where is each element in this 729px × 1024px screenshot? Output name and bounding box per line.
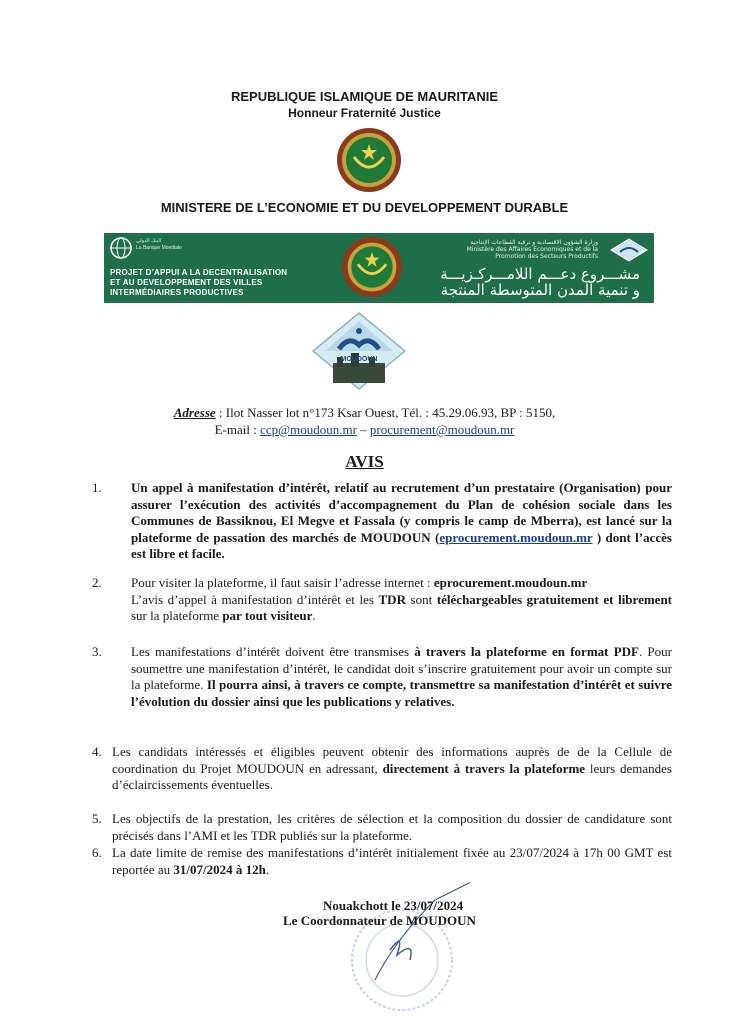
notice-item-1 (92, 480, 672, 563)
item-2-text-5: . (312, 608, 316, 623)
moudoun-logo-icon (311, 311, 407, 395)
item-4-text-2: leurs demandes d’éclaircissements éventuelles. (112, 760, 672, 792)
item-2-text-3: sont (405, 591, 437, 607)
item-3-text-2: . Pour soumettre une manifestation d’intérêt, le candidat doit s’inscrire gratuitement pour avoir un compte sur la plateforme. (131, 644, 672, 692)
project-arabic-title (390, 266, 640, 298)
ministry-affairs-fr-line2: Promotion des Secteurs Productifs (495, 253, 598, 260)
email-link-procurement[interactable]: procurement@moudoun.mr (369, 422, 515, 437)
signature-place-date: Nouakchott le 23/07/2024 (323, 898, 464, 913)
item-3-platform-pdf: à travers la plateforme en format PDF (414, 644, 639, 659)
item-6-new-deadline: 31/07/2024 à 12h (173, 861, 266, 877)
item-3-text: Les manifestations d’intérêt doivent être transmises (131, 644, 415, 659)
item-6-text-2: . (265, 861, 270, 877)
project-name (110, 268, 287, 298)
project-arabic-line2: و تنمية المدن المتوسطة المنتجة (440, 281, 640, 299)
item-number: 3. (92, 644, 102, 659)
ministry-affairs-label (398, 239, 598, 260)
item-1-text: Un appel à manifestation d’intérêt, relatif au recrutement d’un prestataire (Organisation) pour assurer l’exécution des activités d’accompagnement du Plan de cohésion sociale dans les Communes de Bassiknou, El Megve et Fassala (y compris le camp de Mberra), est lancé sur la plateforme de passation des marchés de MOUDOUN ( (131, 480, 672, 545)
contact-address (0, 404, 729, 438)
project-name-line2: ET AU DEVELOPPEMENT DES VILLES (110, 278, 263, 287)
item-2-text-2: L’avis d’appel à manifestation d’intérêt et les (131, 591, 379, 607)
item-number: 5. (92, 811, 102, 826)
signature-role: Le Coordonnateur de MOUDOUN (283, 913, 476, 928)
item-1-text-end: ) dont l’accès est libre et facile. (131, 529, 672, 561)
item-2-text-4: sur la plateforme (131, 608, 223, 623)
world-bank-globe-icon (110, 237, 132, 259)
country-heading: REPUBLIQUE ISLAMIQUE DE MAURITANIE (231, 89, 498, 104)
world-bank-name: La Banque Mondiale (136, 245, 182, 251)
item-4-text: Les candidats intéressés et éligibles peuvent obtenir des informations auprès de de la Cellule de coordination du Projet MOUDOUN en adressant, (112, 744, 672, 776)
moudoun-logo-text: MOUDOUN (340, 356, 378, 363)
item-2-tdr: TDR (378, 591, 406, 607)
ministry-heading: MINISTERE DE L’ECONOMIE ET DU DEVELOPPEMENT DURABLE (160, 200, 569, 215)
item-3-account: Il pourra ainsi, à travers ce compte, transmettre sa manifestation d’intérêt et suivre l’évolution du dossier ainsi que les publications y relatives. (131, 677, 673, 709)
ministry-affairs-fr-line1: Ministère des Affaires Economiques et de la (466, 246, 598, 253)
project-name-line1: PROJET D’APPUI A LA DECENTRALISATION (110, 268, 288, 277)
notice-item-5 (92, 811, 672, 844)
item-number: 6. (92, 845, 102, 860)
email-link-ccp[interactable]: ccp@moudoun.mr (260, 422, 357, 437)
item-number: 2. (92, 575, 102, 590)
item-2-visitor: par tout visiteur (222, 608, 313, 623)
item-number: 4. (92, 744, 102, 759)
item-2-free: téléchargeables gratuitement et librement (436, 591, 673, 607)
eprocurement-link[interactable]: eprocurement.moudoun.mr (439, 529, 593, 545)
notice-title: AVIS (345, 452, 384, 471)
ministry-affairs-arabic: وزارة الشؤون الاقتصادية و ترقية القطاعات الإنتاجية (470, 239, 598, 246)
item-number: 1. (92, 480, 102, 495)
project-name-line3: INTERMÉDIAIRES PRODUCTIVES (110, 288, 244, 297)
address-text: : Ilot Nasser lot n°173 Ksar Ouest, Tél. : 45.29.06.93, BP : 5150, (215, 405, 556, 420)
notice-item-2 (92, 575, 672, 625)
project-arabic-line1: مشـــروع دعـــم اللامـــركـزيـــة (440, 265, 640, 283)
world-bank-label (136, 238, 182, 252)
address-label: Adresse (173, 405, 216, 420)
world-bank-arabic: البنك الدولي (136, 238, 162, 244)
email-label: E-mail : (214, 422, 261, 437)
national-seal-icon (336, 127, 402, 193)
item-6-text: La date limite de remise des manifestations d’intérêt initialement fixée au 23/07/2024 à 17h 00 GMT est reportée au (112, 845, 672, 877)
item-2-text: Pour visiter la plateforme, il faut saisir l’adresse internet : (131, 575, 434, 590)
email-separator: – (356, 422, 370, 437)
item-5-text: Les objectifs de la prestation, les critères de sélection et la composition du dossier de candidature sont précisés dans l’AMI et les TDR publiés sur la plateforme. (112, 811, 672, 843)
notice-item-4 (92, 744, 672, 794)
project-banner (104, 233, 654, 303)
item-4-direct: directement à travers la plateforme (382, 760, 586, 776)
moudoun-mini-logo-icon (610, 238, 648, 262)
notice-item-3 (92, 644, 672, 710)
national-motto: Honneur Fraternité Justice (288, 106, 441, 120)
notice-item-6 (92, 845, 672, 878)
item-2-url: eprocurement.moudoun.mr (433, 575, 588, 590)
